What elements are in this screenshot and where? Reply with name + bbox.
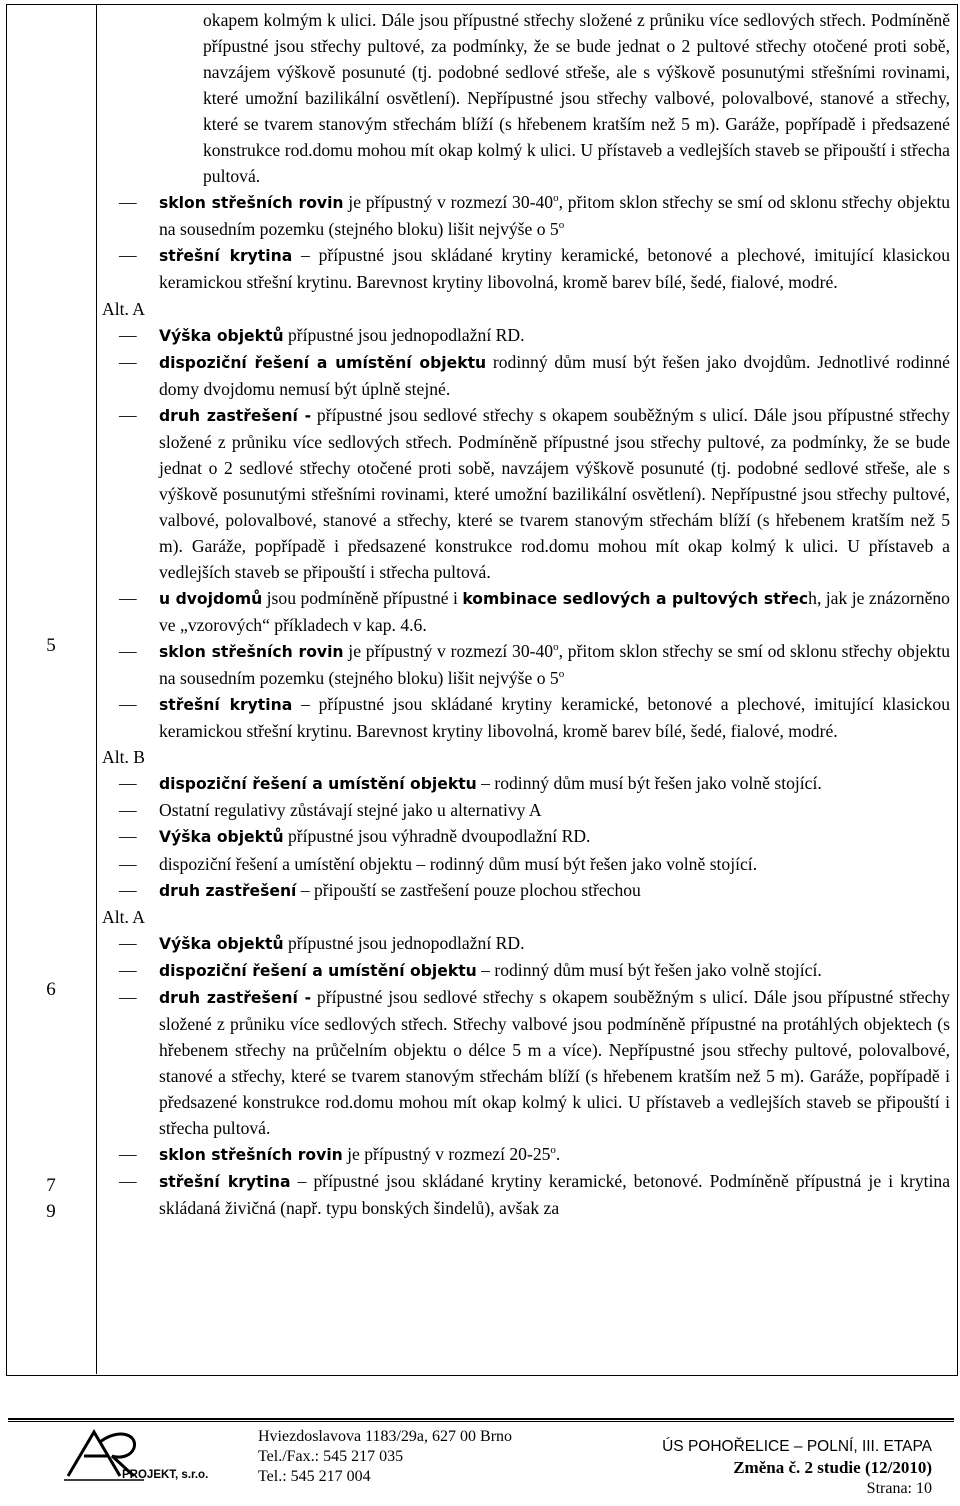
rule-item [102,691,950,744]
phone-line: Tel.: 545 217 004 [258,1468,371,1485]
rule-description: je přípustný v rozmezí 20-25 [342,1144,551,1165]
content-column [102,7,950,1221]
dash-bullet: — [119,879,137,900]
rule-item [102,349,950,402]
logo-text: PROJEKT, s.r.o. [122,1469,209,1481]
row-7-rules [102,930,950,1222]
rule-text [159,1168,950,1221]
rule-term: Výška objektů [159,934,284,953]
dash-bullet: — [119,826,137,847]
rule-description: – připouští se zastřešení pouze plochou střechou [296,879,641,900]
alternative-a2-heading: Alt. A [102,906,146,927]
degree-mark: o [558,668,565,681]
left-column [6,4,97,1374]
row-6-rules [102,823,950,903]
dash-bullet: — [119,853,137,874]
rule-description: dispoziční řešení a umístění objektu – rodinný dům musí být řešen jako volně stojící. [159,853,758,874]
rule-description-continued: , přitom sklon střechy se smí od sklonu střechy objektu na sousedním pozemku (stejného bloku) lišit nejvýše o 5 [159,641,951,689]
rule-description: – rodinný dům musí být řešen jako volně stojící. [476,773,822,794]
rule-term: sklon střešních rovin [159,194,344,213]
dash-bullet: — [119,404,137,425]
rule-term: dispoziční řešení a umístění objektu [159,353,487,372]
phone-fax-line: Tel./Fax.: 545 217 035 [258,1448,404,1465]
rule-text [159,402,950,585]
dash-bullet: — [119,773,137,794]
rule-term: Výška objektů [159,326,284,345]
rule-text [159,585,950,638]
rule-description: – přípustné jsou skládané krytiny keramické, betonové a plechové, imitující klasickou keramickou střešní krytinu. Barevnost krytiny libovolná, kromě barev bílé, šedé, fialové, modré. [159,245,950,293]
rule-item [102,1141,950,1168]
rule-description-continued: . [555,1144,561,1165]
rule-description: – rodinný dům musí být řešen jako volně stojící. [476,959,822,980]
address-line: Hviezdoslavova 1183/29a, 627 00 Brno [258,1428,513,1445]
rule-term: Výška objektů [159,828,284,847]
rule-item [102,823,950,850]
dash-bullet: — [119,588,137,609]
alternative-a-rules [102,322,950,745]
rule-item [102,402,950,585]
rule-description: Ostatní regulativy zůstávají stejné jako u alternativy A [159,800,542,821]
rule-text [159,797,950,823]
rule-description: – přípustné jsou skládané krytiny keramické, betonové a plechové, imitující klasickou keramickou střešní krytinu. Barevnost krytiny libovolná, kromě barev bílé, šedé, fialové, modré. [159,694,950,742]
rule-text [159,691,950,744]
rule-term: sklon střešních rovin [159,1146,343,1165]
rule-item [102,1168,950,1221]
rule-text [159,1141,950,1168]
dash-bullet: — [119,932,137,953]
company-address [258,1427,512,1487]
logo-graphic [64,1424,234,1484]
rule-item [102,322,950,349]
rule-description-continued: h, jak je znázorněno ve „vzorových“ příkladech v kap. 4.6. [159,588,950,636]
rule-description: přípustné jsou sedlové střechy s okapem souběžným s ulicí. Dále jsou přípustné střechy složené z průniku více sedlových střech. Podmíněně přípustné jsou střechy pultové, za podmínky, že se bude jednat o 2 sedlové střechy otočené proti sobě, navzájem výškově posunuté (tj. podobné sedlové střeše, ale s výškově posunutými střešními rovinami, které umožní bazilikální osvětlení). Nepřípustné jsou střechy pultové, valbové, polovalbové, stanové a střechy, které se tvarem stanovým střechám blíží (s hřebenem kratším než 5 m). Garáže, popřípadě i předsazené konstrukce rod.domu mohou mít okap kolmý k ulici. U přístaveb a vedlejších staveb se připouští i střecha pultová. [159,404,950,582]
page-number: Strana: 10 [866,1480,932,1497]
dash-bullet: — [119,1171,137,1192]
degree-mark: o [550,1144,556,1157]
alternative-b-heading: Alt. B [102,747,146,768]
rule-description: přípustné jsou jednopodlažní RD. [283,324,525,345]
rule-term: střešní krytina [159,696,293,715]
company-logo [64,1424,234,1484]
rule-text [159,349,950,402]
rule-text [159,877,950,904]
rule-item [102,851,950,877]
rule-item [102,984,950,1141]
change-label: Změna č. 2 studie (12/2010) [733,1458,932,1477]
rule-term: dispoziční řešení a umístění objektu [159,961,477,980]
rule-description: přípustné jsou sedlové střechy s okapem souběžným s ulicí. Dále jsou přípustné střechy složené z průniku více sedlových střech. Střechy valbové jsou podmíněně přípustné na protáhlých objektech (s hřebenem střechy na průčelním objektu o délce 5 m a více). Nepřípustné jsou střechy pultové, polovalbové, stanové a střechy, které se tvarem stanovým střechám blíží (s hřebenem kratším než 5 m). Garáže, popřípadě i předsazené konstrukce rod.domu mohou mít okap kolmý k ulici. U přístaveb a vedlejších staveb se připouští i střecha pultová. [159,986,950,1138]
rule-item [102,638,950,691]
rule-item [102,770,950,797]
rule-description: – přípustné jsou skládané krytiny keramické, betonové. Podmíněně přípustná je i krytina skládaná živičná (např. typu bonských šindelů), avšak za [159,1171,951,1219]
dash-bullet: — [119,1144,137,1165]
roof-rules-block [102,189,950,295]
project-info [662,1436,932,1499]
rule-term: druh zastřešení [159,881,297,900]
rule-text [159,984,950,1141]
rule-text [159,823,950,850]
rule-description: přípustné jsou jednopodlažní RD. [283,932,525,953]
rule-text [159,770,950,797]
rule-description: přípustné jsou výhradně dvoupodlažní RD. [283,826,591,847]
footer-divider-second [8,1421,954,1422]
rule-text [159,242,950,295]
row-number-6: 6 [46,979,56,1000]
rule-item [102,585,950,638]
rule-term: druh zastřešení - [159,406,312,425]
dash-bullet: — [119,986,137,1007]
alternative-b-rules [102,770,950,823]
degree-mark: o [553,641,559,654]
row-number-5: 5 [46,635,56,656]
row-number-7: 7 [46,1175,56,1196]
rule-text [159,189,950,242]
degree-mark: o [558,219,565,232]
rule-description: rodinný dům musí být řešen jako dvojdům. Jednotlivé rodinné domy dvojdomu nemusí být úplně stejné. [159,351,950,399]
rule-term-secondary: kombinace sedlových a pultových střec [462,590,809,609]
rule-term: druh zastřešení - [159,988,312,1007]
rule-item [102,242,950,295]
rule-description-continued: , přitom sklon střechy se smí od sklonu střechy objektu na sousedním pozemku (stejného bloku) lišit nejvýše o 5 [159,192,951,240]
row-number-9: 9 [46,1201,56,1222]
project-title: ÚS POHOŘELICE – POLNÍ, III. ETAPA [662,1438,932,1455]
dash-bullet: — [119,800,137,821]
rule-term: střešní krytina [159,247,293,266]
rule-item [102,957,950,984]
rule-item [102,189,950,242]
rule-term: dispoziční řešení a umístění objektu [159,775,477,794]
alternative-a-heading: Alt. A [102,298,146,319]
footer-divider [8,1418,954,1420]
rule-text [159,851,950,877]
rule-description: jsou podmíněně přípustné i [262,588,463,609]
continuation-paragraph: okapem kolmým k ulici. Dále jsou přípustné střechy složené z průniku více sedlových střech. Podmíněně přípustné jsou střechy pultové, za podmínky, že se bude jednat o 2 pultové střechy otočené proti sobě, navzájem výškově posunuté (tj. podobné sedlové střeše, ale s výškově posunutými střešními rovinami, které umožní bazilikální osvětlení). Nepřípustné jsou střechy valbové, polovalbové, stanové a střechy, které se tvarem stanovým střechám blíží (s hřebenem kratším než 5 m). Garáže, popřípadě i předsazené konstrukce rod.domu mohou mít okap kolmý k ulici. U přístaveb a vedlejších staveb se připouští i střecha pultová. [203,10,950,187]
rule-term: střešní krytina [159,1173,291,1192]
rule-text [159,957,950,984]
dash-bullet: — [119,245,137,266]
rule-description: je přípustný v rozmezí 30-40 [343,641,554,662]
rule-text [159,638,950,691]
dash-bullet: — [119,694,137,715]
rule-text [159,930,950,957]
rule-text [159,322,950,349]
rule-description: je přípustný v rozmezí 30-40 [343,192,554,213]
rule-term: u dvojdomů [159,590,263,609]
rule-item [102,930,950,957]
rule-term: sklon střešních rovin [159,643,344,662]
dash-bullet: — [119,959,137,980]
dash-bullet: — [119,641,137,662]
rule-item [102,797,950,823]
dash-bullet: — [119,324,137,345]
dash-bullet: — [119,192,137,213]
dash-bullet: — [119,351,137,372]
rule-item [102,877,950,904]
degree-mark: o [553,192,559,205]
